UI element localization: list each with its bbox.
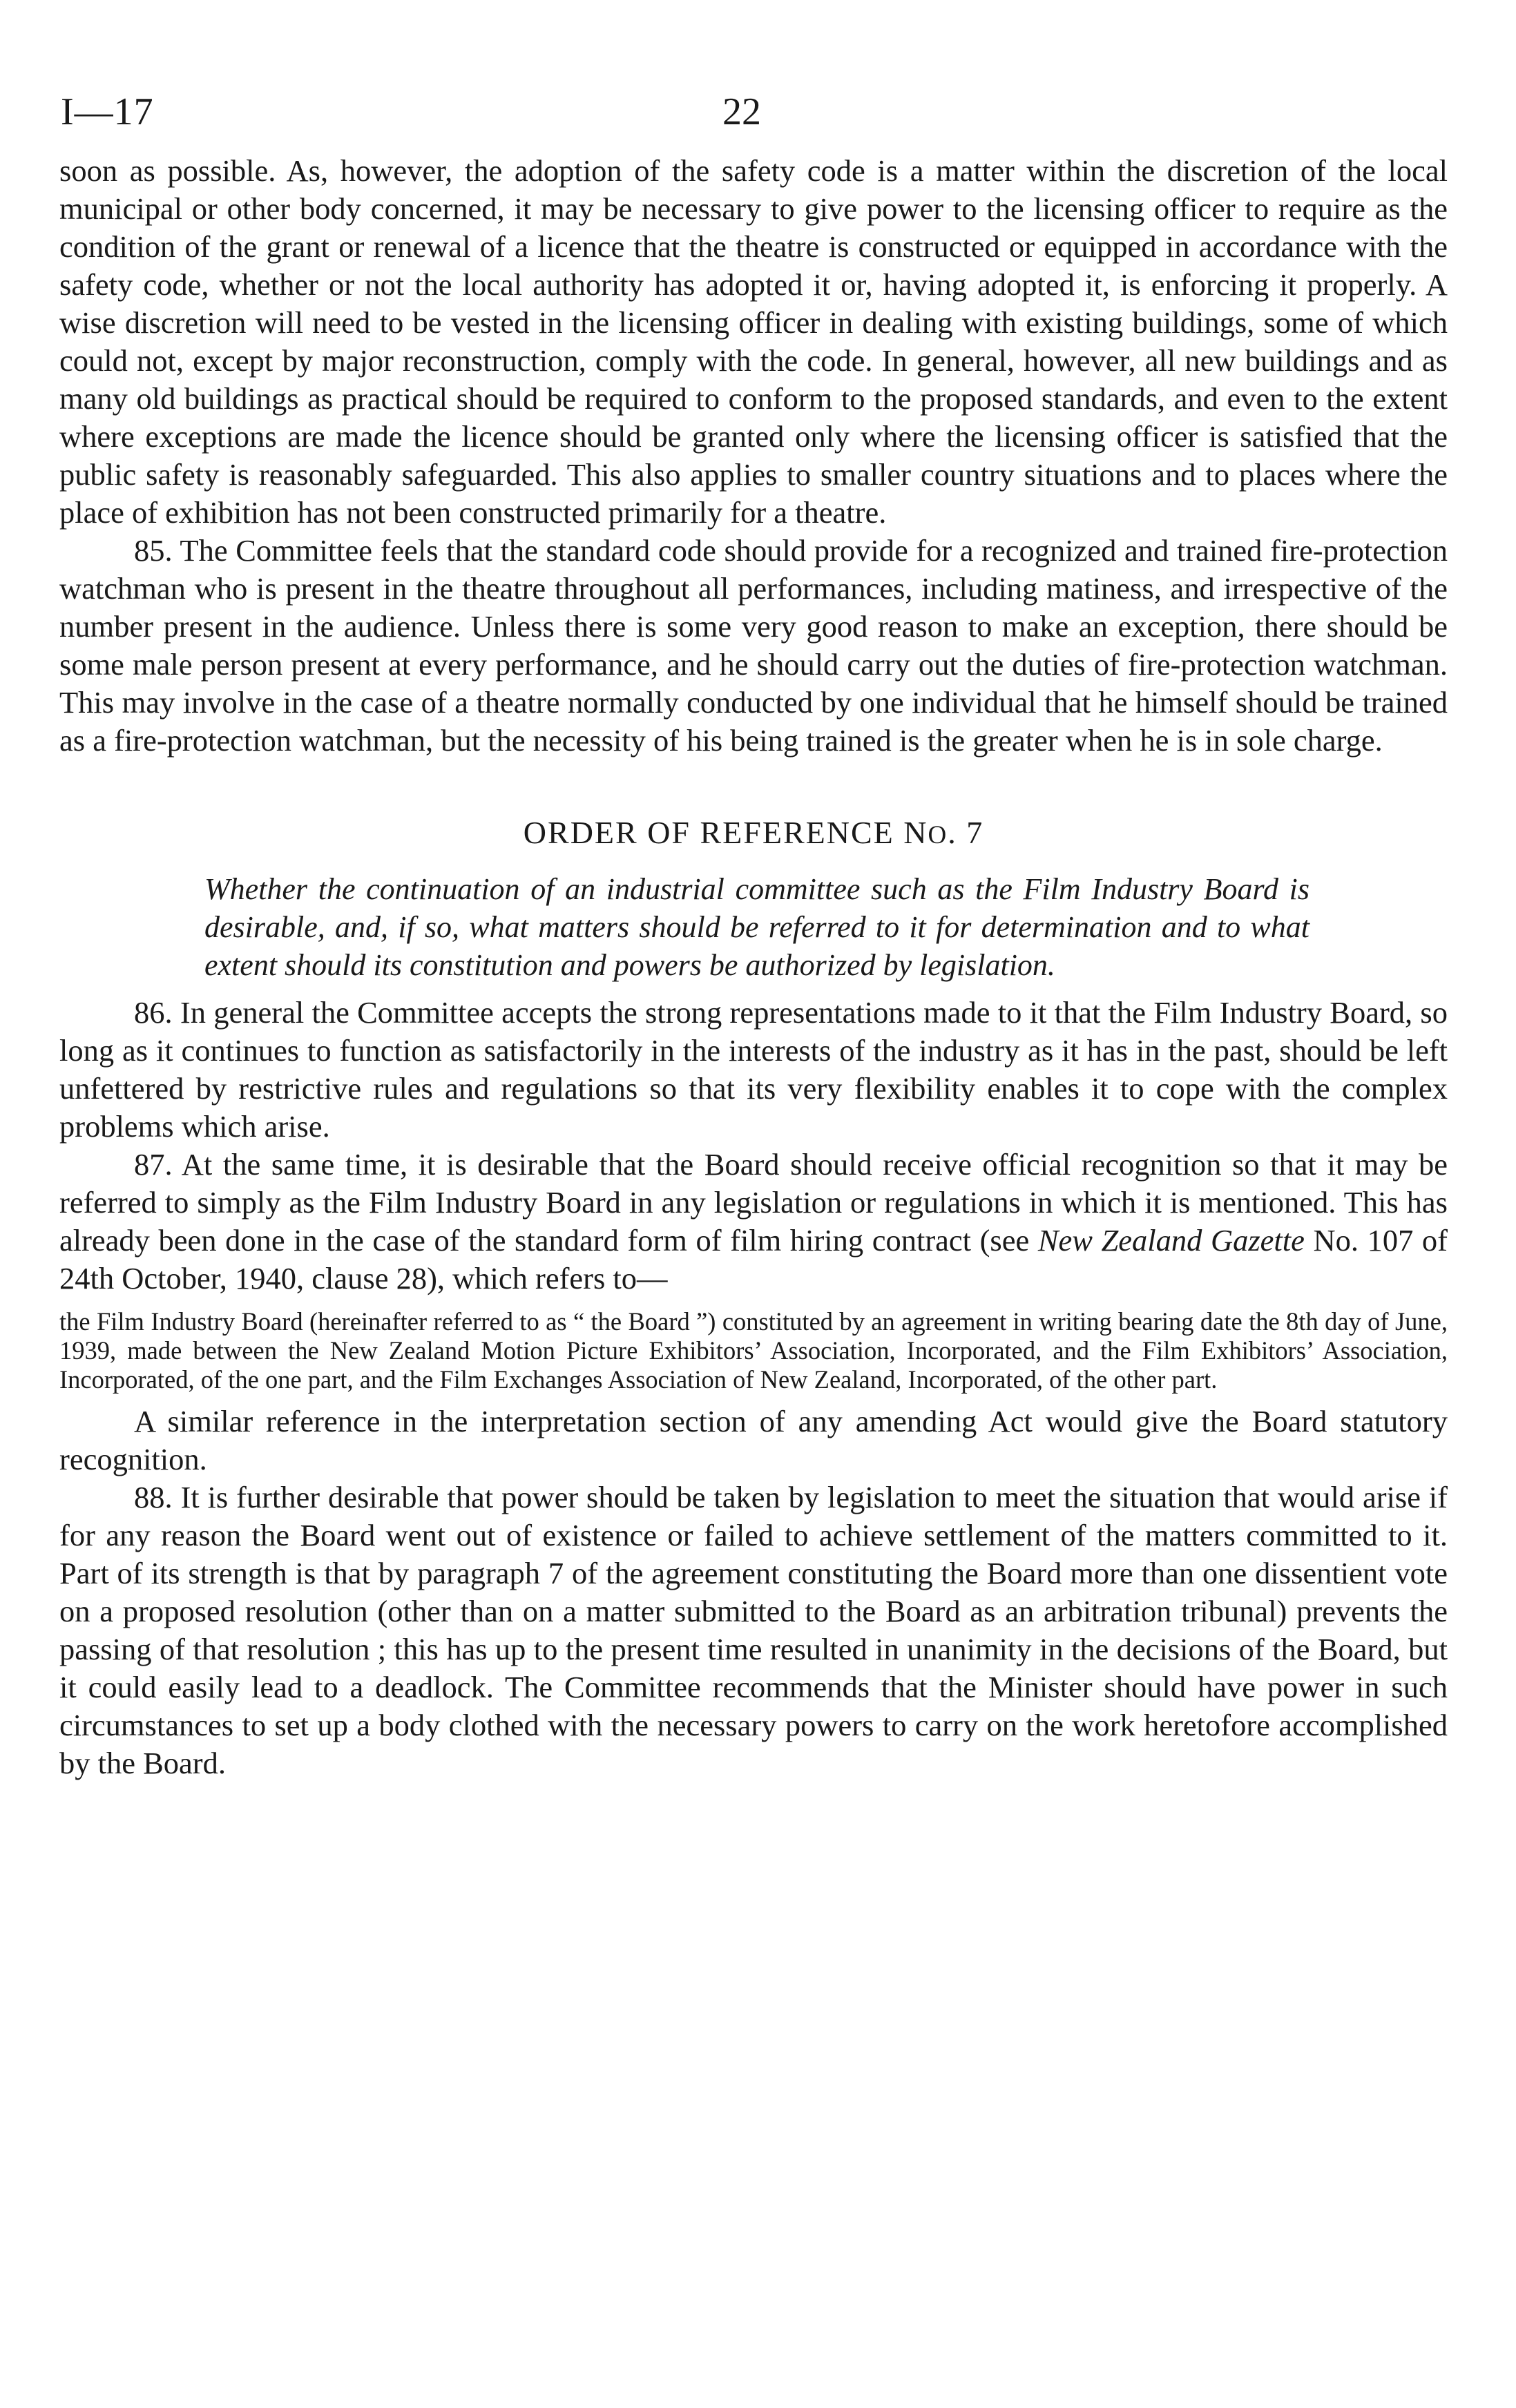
document-page [59, 90, 1448, 1782]
page-number: 22 [722, 90, 761, 133]
section-heading-number: . 7 [948, 815, 984, 850]
paragraph-87-text-end: No. 107 of 24th October, 1940, clause 28), which refers to— [59, 1223, 1448, 1295]
section-heading-o: O [928, 821, 948, 849]
paragraph-continued: soon as possible. As, however, the adoption of the safety code is a matter within the discretion of the local municipal or other body concerned, it may be necessary to give power to the licensing officer to require as the condition of the grant or renewal of a licence that the theatre is constructed or equipped in accordance with the safety code, whether or not the local authority has adopted it or, having adopted it, is enforcing it properly. A wise discretion will need to be vested in the licensing officer in dealing with existing buildings, some of which could not, except by major reconstruction, comply with the code. In general, however, all new buildings and as many old buildings as practical should be required to conform to the proposed standards, and even to the extent where exceptions are made the licence should be granted only where the licensing officer is satisfied that the public safety is reasonably safeguarded. This also applies to smaller country situations and to places where the place of exhibition has not been constructed primarily for a theatre. [59, 153, 1448, 530]
paragraph-87 [59, 1146, 1448, 1298]
section-heading [59, 813, 1448, 855]
paragraph-87-text-start: 87. At the same time, it is desirable that the Board should receive official recognition so that it may be referred to simply as the Film Industry Board in any legislation or regulations in which it is mentioned. This has already been done in the case of the standard form of film hiring contract (see [59, 1147, 1448, 1258]
paragraph-86: 86. In general the Committee accepts the strong representations made to it that the Film Industry Board, so long as it continues to function as satisfactorily in the interests of the industry as it has in the past, should be left unfettered by restrictive rules and regulations so that its very flexibility enables it to cope with the complex problems which arise. [59, 995, 1448, 1144]
gazette-citation: New Zealand Gazette [1037, 1223, 1305, 1258]
page-header [59, 90, 1448, 152]
paragraph-88: 88. It is further desirable that power should be taken by legislation to meet the situation that would arise if for any reason the Board went out of existence or failed to achieve settlement of the matters committed to it. Part of its strength is that by paragraph 7 of the agreement constituting the Board more than one dissentient vote on a proposed resolution (other than on a matter submitted to the Board as an arbitration tribunal) prevents the passing of that resolution ; this has up to the present time resulted in unanimity in the decisions of the Board, but it could easily lead to a deadlock. The Committee recommends that the Minister should have power in such circumstances to set up a body clothed with the necessary powers to carry on the work heretofore accomplished by the Board. [59, 1480, 1448, 1780]
section-heading-main: ORDER OF REFERENCE N [523, 815, 928, 850]
quoted-contract-clause: the Film Industry Board (hereinafter referred to as “ the Board ”) constituted by an agreement in writing bearing date the 8th day of June, 1939, made between the New Zealand Motion Picture Exhibitors’ Association, Incorporated, and the Film Exhibitors’ Association, Incorporated, of the one part, and the Film Exchanges Association of New Zealand, Incorporated, of the other part. [59, 1307, 1448, 1394]
order-of-reference-question: Whether the continuation of an industrial committee such as the Film Industry Board is desirable, and, if so, what matters should be referred to it for determination and to what extent should its constitution and powers be authorized by legislation. [204, 872, 1309, 982]
paragraph-85: 85. The Committee feels that the standard code should provide for a recognized and trained fire-protection watchman who is present in the theatre throughout all performances, including matiness, and irrespective of the number present in the audience. Unless there is some very good reason to make an exception, there should be some male person present at every performance, and he should carry out the duties of fire-protection watchman. This may involve in the case of a theatre normally conducted by one individual that he himself should be trained as a fire-protection watchman, but the necessity of his being trained is the greater when he is in sole charge. [59, 533, 1448, 758]
paragraph-similar-reference: A similar reference in the interpretation section of any amending Act would give the Board statutory recognition. [59, 1404, 1448, 1476]
document-code: I—17 [61, 90, 154, 133]
